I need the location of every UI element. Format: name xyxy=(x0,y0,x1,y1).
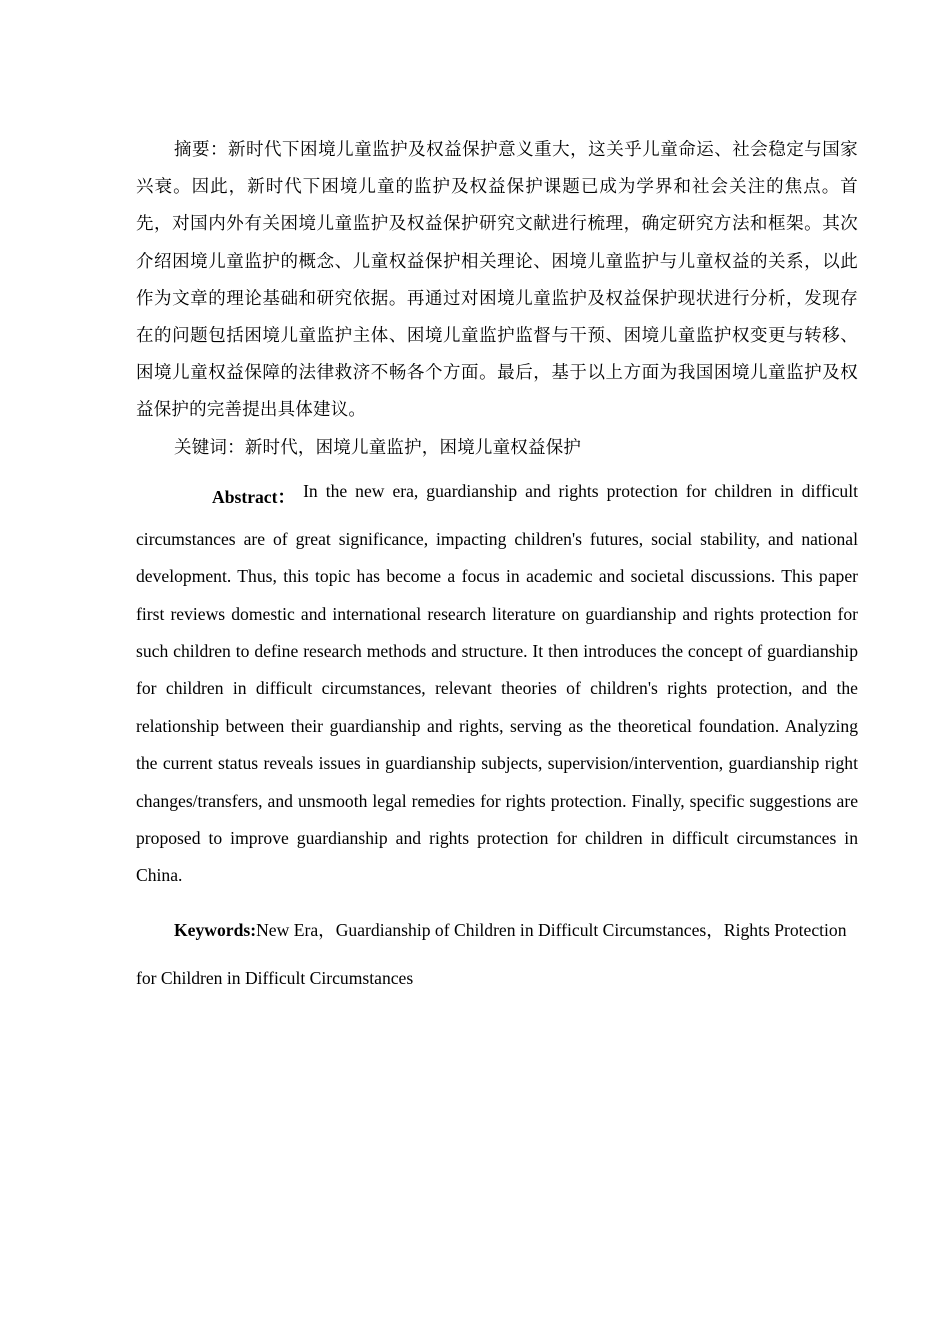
english-keywords-text: New Era，Guardianship of Children in Difficult Circumstances，Rights Protection for Children in Difficult Circumstances xyxy=(136,919,847,988)
chinese-keywords-label: 关键词： xyxy=(174,437,245,458)
abstract-section xyxy=(136,132,858,1002)
english-abstract xyxy=(136,473,858,895)
english-keywords-label: Keywords: xyxy=(174,919,257,940)
chinese-abstract-text: 新时代下困境儿童监护及权益保护意义重大，这关乎儿童命运、社会稳定与国家兴衰。因此，新时代下困境儿童的监护及权益保护课题已成为学界和社会关注的焦点。首先，对国内外有关困境儿童监护及权益保护研究文献进行梳理，确定研究方法和框架。其次介绍困境儿童监护的概念、儿童权益保护相关理论、困境儿童监护与儿童权益的关系，以此作为文章的理论基础和研究依据。再通过对困境儿童监护及权益保护现状进行分析，发现存在的问题包括困境儿童监护主体、困境儿童监护监督与干预、困境儿童监护权变更与转移、困境儿童权益保障的法律救济不畅各个方面。最后，基于以上方面为我国困境儿童监护及权益保护的完善提出具体建议。 xyxy=(136,140,858,421)
chinese-keywords xyxy=(136,430,858,467)
english-abstract-text: In the new era, guardianship and rights protection for children in difficult circumstances are of great significance, impacting children's futures, social stability, and national development. Thus, this topic has become a focus in academic and societal discussions. This paper first reviews domestic and international research literature on guardianship and rights protection for such children to define research methods and structure. It then introduces the concept of guardianship for children in difficult circumstances, relevant theories of children's rights protection, and the relationship between their guardianship and rights, serving as the theoretical foundation. Analyzing the current status reveals issues in guardianship subjects, supervision/intervention, guardianship right changes/transfers, and unsmooth legal remedies for rights protection. Finally, specific suggestions are proposed to improve guardianship and rights protection for children in difficult circumstances in China. xyxy=(136,480,858,886)
english-keywords xyxy=(136,906,858,1002)
chinese-abstract-label: 摘要： xyxy=(174,140,229,160)
chinese-abstract xyxy=(136,132,858,430)
chinese-keywords-text: 新时代，困境儿童监护，困境儿童权益保护 xyxy=(244,437,582,458)
english-abstract-label: Abstract： xyxy=(212,486,296,507)
